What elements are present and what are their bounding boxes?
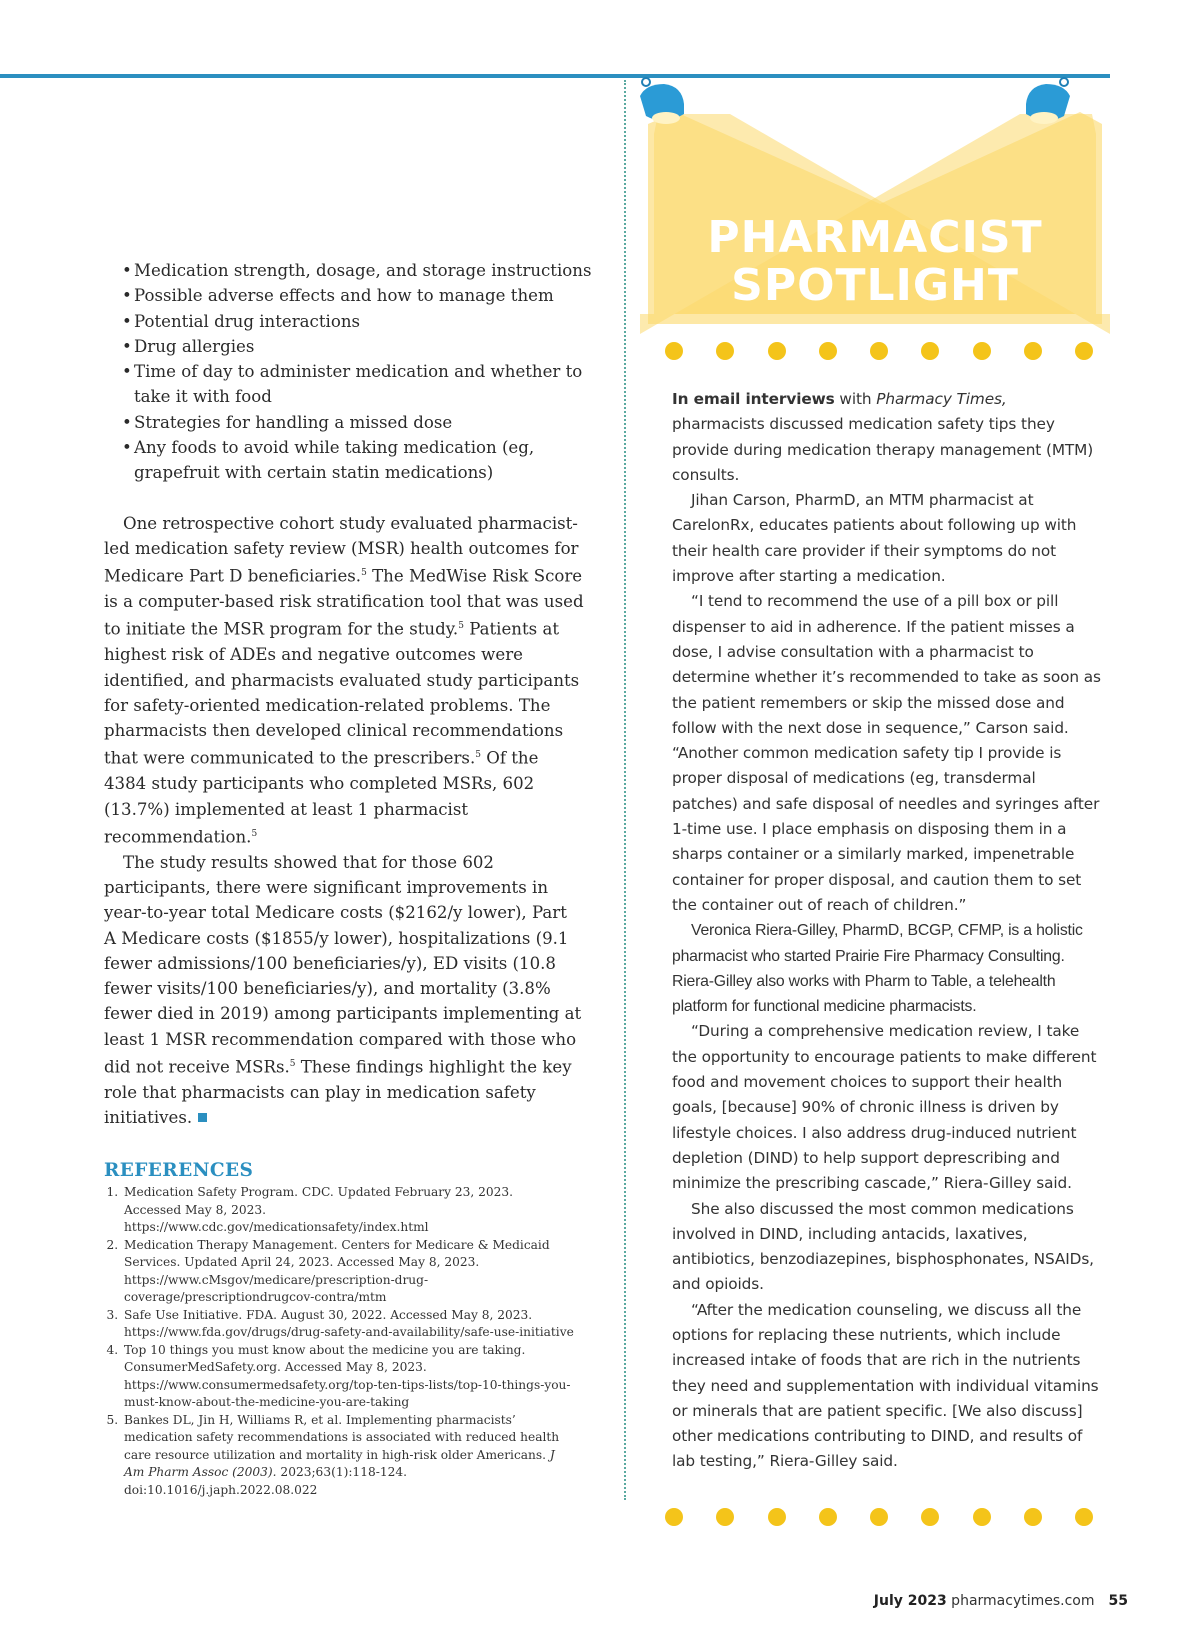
dot [870,1508,888,1526]
body-paragraph: She also discussed the most common medications involved in DIND, including antacids, laxatives, antibiotics, benzodiazepines, bisphosphonates, NSAIDs, and opioids. [672,1199,1094,1294]
dot-row-bottom [665,1508,1093,1530]
reference-item: 5. Bankes DL, Jin H, Williams R, et al. Implementing pharmacists’ medication safety recommendations is associated with reduced health care resource utilization and mortality in high-risk older Americans. J Am Pharm Assoc (2003). 2023;63(1):118-124. doi:10.1016/j.japh.2022.08.022 [122,1412,574,1500]
list-item: • Time of day to administer medication and whether to take it with food [122,359,592,410]
dot [665,1508,683,1526]
body-paragraph: Veronica Riera-Gilley, PharmD, BCGP, CFMP, is a holistic pharmacist who started Prairie Fire Pharmacy Consulting. Riera-Gilley also works with Pharm to Table, a telehealth platform for functional medicine pharmacists. [672,922,1083,1016]
dot [1024,1508,1042,1526]
body-paragraph: The study results showed that for those 602 participants, there were significant improvements in year-to-year total Medicare costs ($2162/y lower), Part A Medicare costs ($1855/y lower), hospitalizations (9.1 fewer admissions/100 beneficiaries/y), ED visits (10.8 fewer visits/100 beneficiaries/y), and mortality (3.8% fewer died in 2019) among participants implementing at least 1 MSR recommendation compared with those who did not receive MSRs.$^5$ These findings highlight the key role that pharmacists can play in medication safety initiatives. [104,852,582,1128]
dot [921,342,939,360]
site-name: pharmacytimes.com [946,1593,1095,1609]
spotlight-lamp-left-icon [640,78,684,124]
references-section [104,1160,574,1499]
list-item: • Potential drug interactions [122,309,592,334]
reference-item: 1. Medication Safety Program. CDC. Updated February 23, 2023. Accessed May 8, 2023. https://www.cdc.gov/medicationsafety/index.html [122,1184,574,1237]
dot [973,342,991,360]
references-heading: REFERENCES [104,1160,254,1181]
end-mark-icon [198,1113,207,1122]
spotlight-title: PHARMACIST SPOTLIGHT [707,212,1043,311]
dot [870,342,888,360]
reference-item: 4. Top 10 things you must know about the medicine you are taking. ConsumerMedSafety.org. Accessed May 8, 2023. https://www.consumermedsafety.org/top-ten-tips-lists/top-10-things-you-must-know-about-the-medicine-you-are-taking [122,1342,574,1412]
dot [716,342,734,360]
dot-row-top [665,342,1093,364]
right-column [672,387,1102,1475]
list-item: • Medication strength, dosage, and storage instructions [122,258,592,283]
dot [819,342,837,360]
references-list [104,1184,574,1499]
body-paragraph: “I tend to recommend the use of a pill box or pill dispenser to aid in adherence. If the patient misses a dose, I advise consultation with a pharmacist to determine whether it’s recommended to take as soon as the patient remembers or skip the missed dose and follow with the next dose in sequence,” Carson said. “Another common medication safety tip I provide is proper disposal of medications (eg, transdermal patches) and safe disposal of needles and syringes after 1-time use. I place emphasis on disposing them in a sharps container or a similarly marked, impenetrable container for proper disposal, and caution them to set the container out of reach of children.” [672,592,1101,914]
dot [1075,342,1093,360]
dot [819,1508,837,1526]
body-paragraph: “After the medication counseling, we discuss all the options for replacing these nutrients, which include increased intake of foods that are rich in the nutrients they need and supplementation with individual vitamins or minerals that are patient specific. [We also discuss] other medications contributing to DIND, and results of lab testing,” Riera-Gilley said. [672,1300,1099,1471]
dot [921,1508,939,1526]
counseling-bullet-list [122,258,592,486]
body-paragraph: In email interviews with Pharmacy Times, pharmacists discussed medication safety tips they provide during medication therapy management (MTM) consults. [672,390,1094,484]
dot [1024,342,1042,360]
issue-date: July 2023 [873,1593,947,1609]
dot [973,1508,991,1526]
body-paragraph: “During a comprehensive medication review, I take the opportunity to encourage patients to make different food and movement choices to support their health goals, [because] 90% of chronic illness is driven by lifestyle choices. I also address drug-induced nutrient depletion (DIND) to help support deprescribing and minimize the prescribing cascade,” Riera-Gilley said. [672,1022,1097,1193]
body-paragraph: One retrospective cohort study evaluated pharmacist-led medication safety review (MSR) health outcomes for Medicare Part D beneficiaries.$^5$ The MedWise Risk Score is a computer-based risk stratification tool that was used to initiate the MSR program for the study.$^5$ Patients at highest risk of ADEs and negative outcomes were identified, and pharmacists evaluated study participants for safety-oriented medication-related problems. The pharmacists then developed clinical recommendations that were communicated to the prescribers.$^5$ Of the 4384 study participants who completed MSRs, 602 (13.7%) implemented at least 1 pharmacist recommendation.$^5$ [104,513,584,847]
page-footer [874,1593,1128,1609]
list-item: • Strategies for handling a missed dose [122,410,592,435]
dot [665,342,683,360]
list-item: • Any foods to avoid while taking medication (eg, grapefruit with certain statin medications) [122,435,592,486]
pharmacist-spotlight-banner [640,74,1110,374]
column-divider [624,80,626,1500]
left-column [104,258,592,1130]
reference-item: 3. Safe Use Initiative. FDA. August 30, 2022. Accessed May 8, 2023. https://www.fda.gov/drugs/drug-safety-and-availability/safe-use-initiative [122,1307,574,1342]
body-paragraph: Jihan Carson, PharmD, an MTM pharmacist at CarelonRx, educates patients about following up with their health care provider if their symptoms do not improve after starting a medication. [672,491,1077,586]
list-item: • Possible adverse effects and how to manage them [122,283,592,308]
dot [716,1508,734,1526]
list-item: • Drug allergies [122,334,592,359]
dot [768,1508,786,1526]
dot [1075,1508,1093,1526]
dot [768,342,786,360]
page-number: 55 [1108,1593,1128,1609]
reference-item: 2. Medication Therapy Management. Centers for Medicare & Medicaid Services. Updated April 24, 2023. Accessed May 8, 2023. https://www.cMsgov/medicare/prescription-drug-coverage/prescriptiondrugcov-contra/mtm [122,1237,574,1307]
